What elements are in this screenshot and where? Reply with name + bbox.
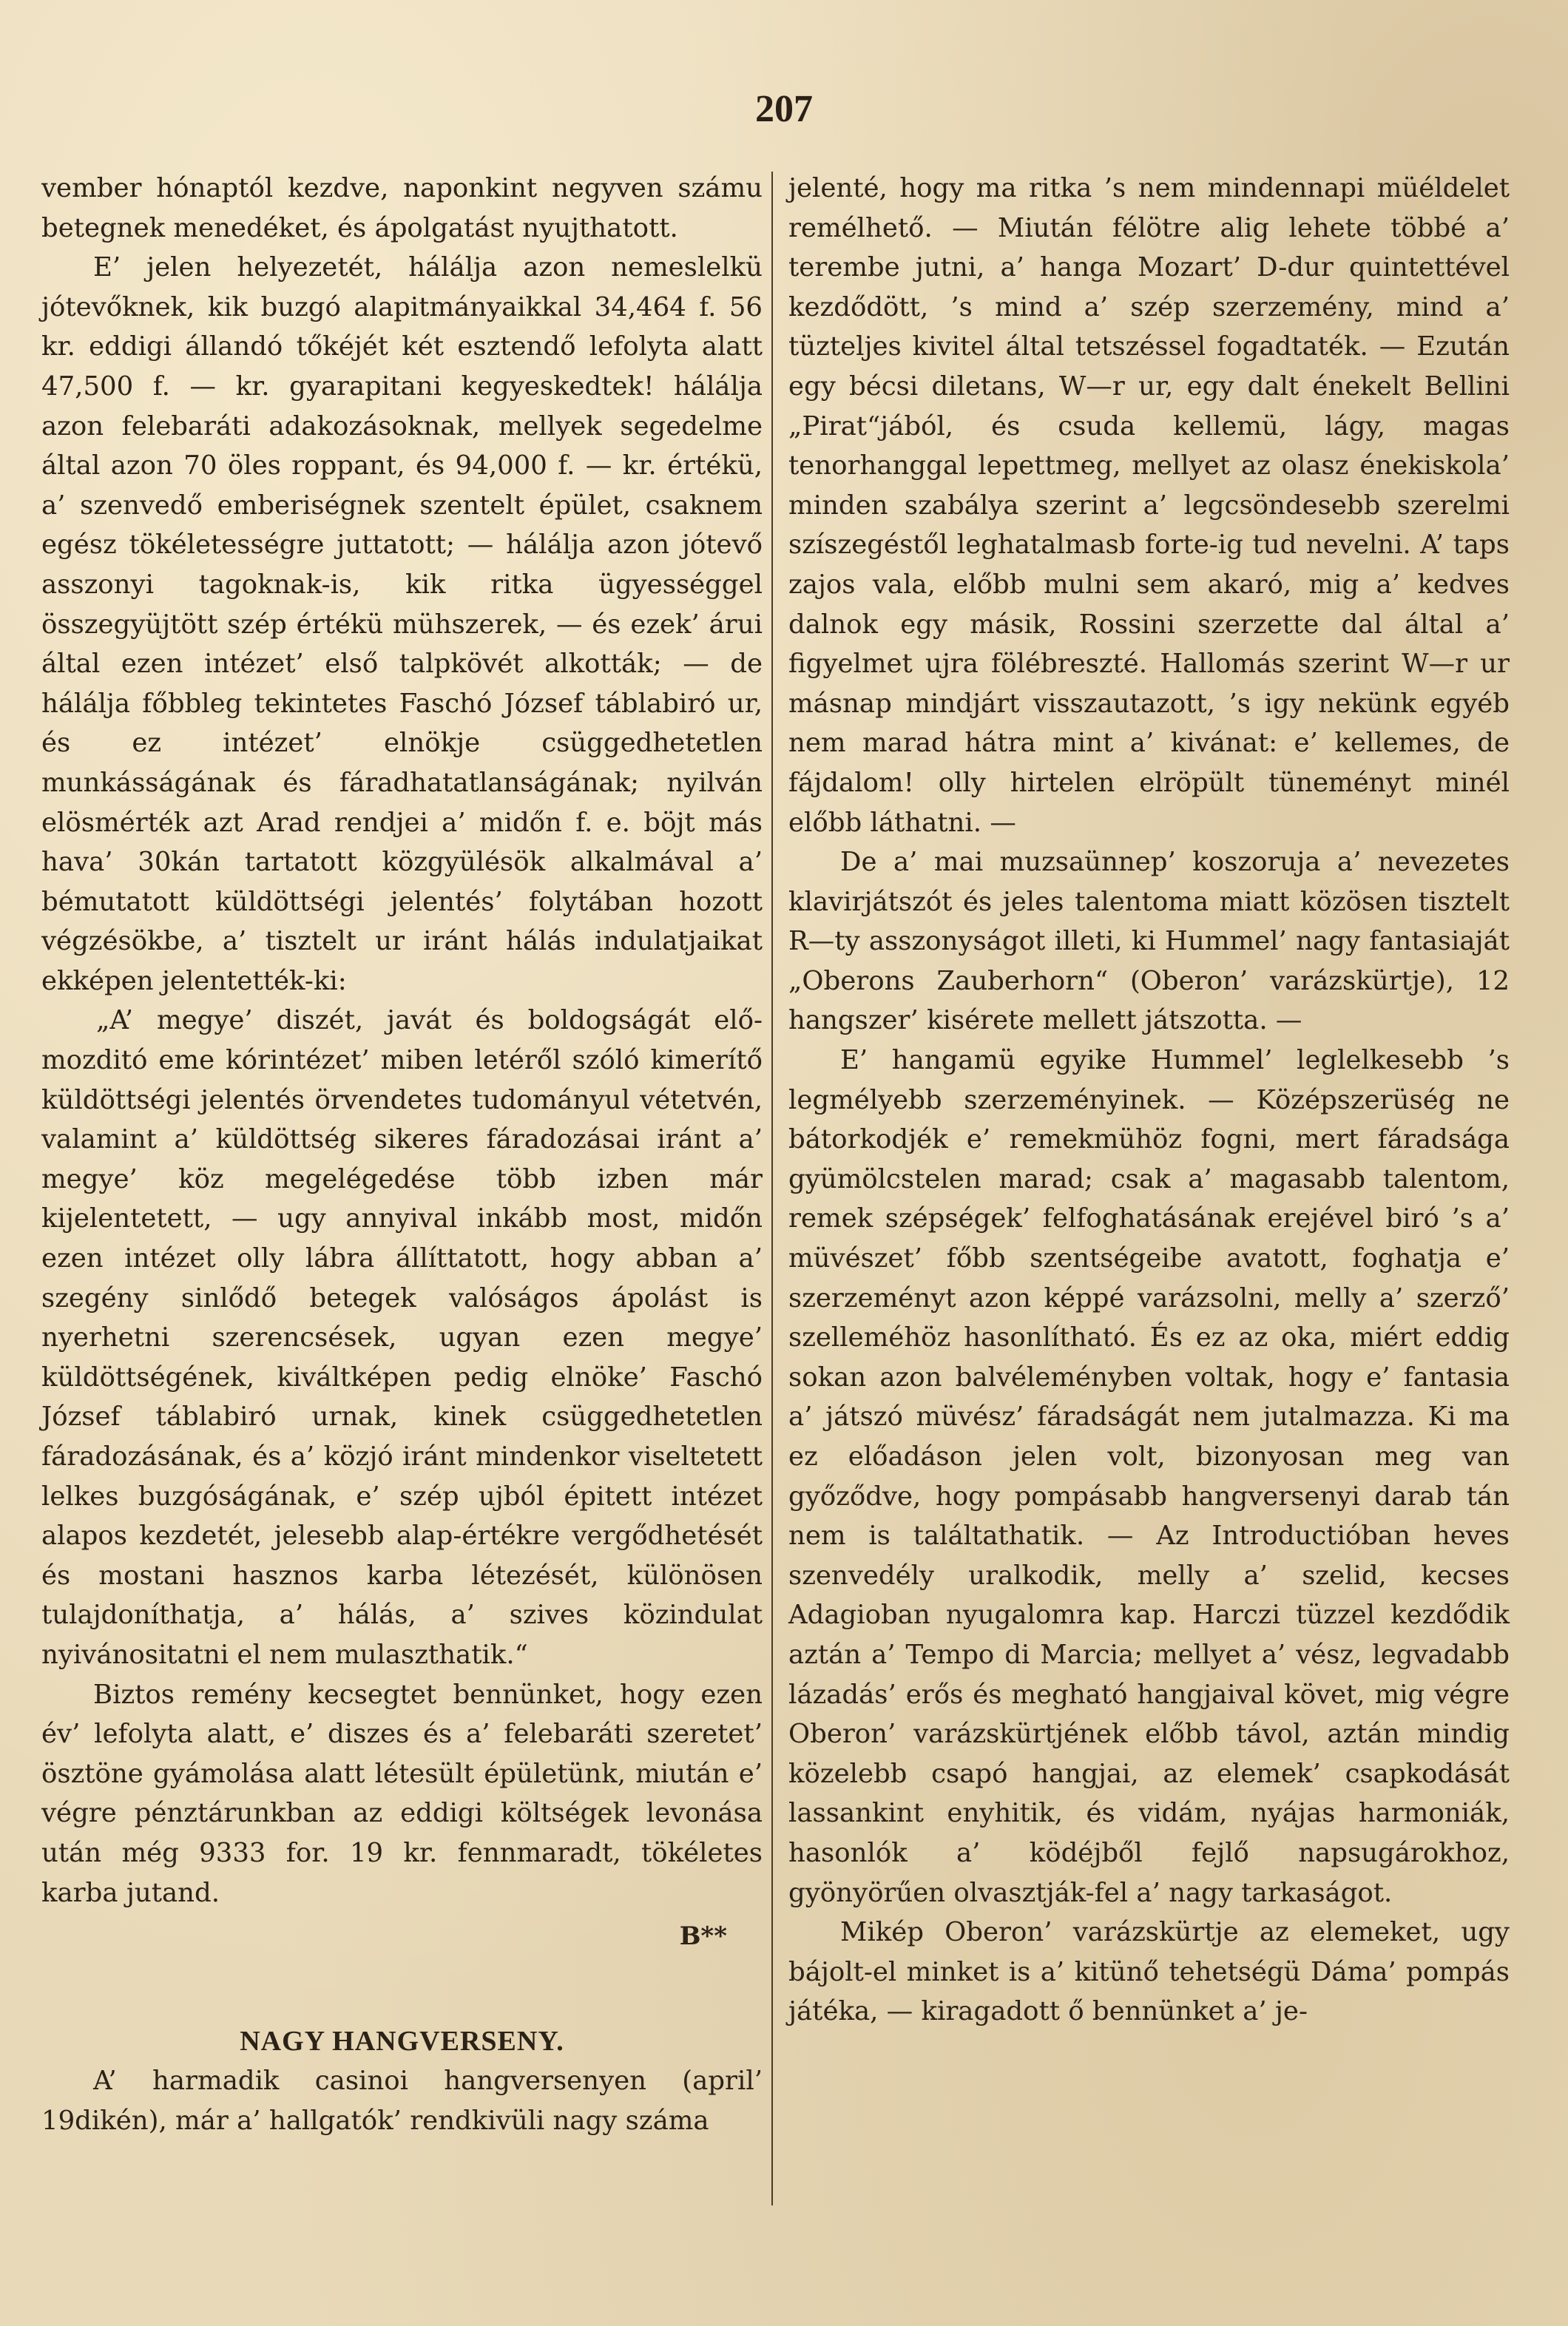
quotation-paragraph: „A’ megye’ diszét, javát és boldogságát előmozditó eme kórintézet’ miben letéről szóló kimerítő küldöttségi jelentés örvendetes tudományul vétetvén, valamint a’ küldöttség sikeres fáradozásai iránt a’ megye’ köz megelégedése több izben már kijelentetett, — ugy annyival inkább most, midőn ezen intézet olly lábra állíttatott, hogy abban a’ szegény sinlődő betegek valóságos ápolást is nyerhetni szerencsések, ugyan ezen megye’ küldöttségének, kiváltképen pedig elnöke’ Faschó József táblabiró urnak, kinek csüggedhetetlen fáradozásának, és a’ közjó iránt mindenkor viseltetett lelkes buzgóságának, e’ szép ujból épitett intézet alapos kezdetét, jelesebb alap-értékre vergődhetését és mostani hasznos karba létezését, különösen tulajdoníthatja, a’ hálás, a’ szives közindulat nyivánositatni el nem mulaszthatik.“: [41, 1005, 763, 1670]
left-column: [41, 169, 763, 2141]
column-divider: [771, 172, 773, 2205]
section-heading: NAGY HANGVERSENY.: [240, 2025, 564, 2057]
paragraph: jelenté, hogy ma ritka ’s nem mindennapi müéldelet remélhető. — Miután félötre alig lehete többé a’ terembe jutni, a’ hanga Mozart’ D-dur quintettével kezdődött, ’s mind a’ szép szerzemény, mind a’ tüzteljes kivitel által tetszéssel fogadtaték. — Ezután egy bécsi diletans, W—r ur, egy dalt énekelt Bellini „Pirat“jából, és csuda kellemü, lágy, magas tenorhanggal lepettmeg, mellyet az olasz énekiskola’ minden szabálya szerint a’ legcsöndesebb szerelmi szíszegéstől leghatalmasb forte-ig tud nevelni. A’ taps zajos vala, előbb mulni sem akaró, mig a’ kedves dalnok egy másik, Rossini szerzette dal által a’ figyelmet ujra fölébreszté. Hallomás szerint W—r ur másnap mindjárt visszautazott, ’s igy nekünk egyéb nem marad hátra mint a’ kivánat: e’ kellemes, de fájdalom! olly hirtelen elröpült tüneményt minél előbb láthatni. —: [788, 173, 1510, 838]
paragraph: Mikép Oberon’ varázskürtje az elemeket, ugy bájolt-el minket is a’ kitünő tehetségü Dáma’ pompás játéka, — kiragadott ő bennünket a’ je-: [788, 1917, 1510, 2027]
paragraph: E’ jelen helyezetét, hálálja azon nemeslelkü jótevőknek, kik buzgó alapitmányaikkal 34,464 f. 56 kr. eddigi állandó tőkéjét két esztendő lefolyta alatt 47,500 f. — kr. gyarapitani kegyeskedtek! hálálja azon felebaráti adakozásoknak, mellyek segedelme által azon 70 öles roppant, és 94,000 f. — kr. értékü, a’ szenvedő emberiségnek szentelt épület, csaknem egész tökéletességre juttatott; — hálálja azon jótevő asszonyi tagoknak-is, kik ritka ügyességgel összegyüjtött szép értékü mühszerek, — és ezek’ árui által ezen intézet’ első talpkövét alkották; — de hálálja főbbleg tekintetes Faschó József táblabiró ur, és ez intézet’ elnökje csüggedhetetlen munkásságának és fáradhatatlanságának; nyilván elösmérték azt Arad rendjei a’ midőn f. e. böjt más hava’ 30kán tartatott közgyülésök alkalmával a’ bémutatott küldöttségi jelentés’ folytában hozott végzésökbe, a’ tisztelt ur iránt hálás indulatjaikat ekképen jelentették-ki:: [41, 252, 763, 996]
paragraph: A’ harmadik casinoi hangversenyen (april’ 19dikén), már a’ hallgatók’ rendkivüli nagy száma: [41, 2066, 763, 2136]
author-signature: B**: [679, 1921, 727, 1952]
right-column: [788, 169, 1510, 2032]
page-number: 207: [755, 88, 813, 130]
paragraph: vember hónaptól kezdve, naponkint negyven számu betegnek menedéket, és ápolgatást nyujthatott.: [41, 173, 763, 243]
paragraph: De a’ mai muzsaünnep’ koszoruja a’ nevezetes klavirjátszót és jeles talentoma miatt közösen tisztelt R—ty asszonyságot illeti, ki Hummel’ nagy fantasiaját „Oberons Zauberhorn“ (Oberon’ varázskürtje), 12 hangszer’ kisérete mellett játszotta. —: [788, 847, 1510, 1036]
paragraph: Biztos remény kecsegtet bennünket, hogy ezen év’ lefolyta alatt, e’ diszes és a’ felebaráti szeretet’ ösztöne gyámolása alatt létesült épületünk, miután e’ végre pénztárunkban az eddigi költségek levonása után még 9333 for. 19 kr. fennmaradt, tökéletes karba jutand.: [41, 1679, 763, 1908]
paragraph: E’ hangamü egyike Hummel’ leglelkesebb ’s legmélyebb szerzeményinek. — Középszerüség ne bátorkodjék e’ remekmühöz fogni, mert fáradsága gyümölcstelen marad; csak a’ magasabb talentom, remek szépségek’ felfoghatásának erejével biró ’s a’ müvészet’ főbb szentségeibe avatott, foghatja e’ szerzeményt azon képpé varázsolni, melly a’ szerző’ szelleméhöz hasonlítható. És ez az oka, miért eddig sokan azon balvéleményben voltak, hogy e’ fantasia a’ játszó müvész’ fáradságát nem jutalmazza. Ki ma ez előadáson jelen volt, bizonyosan meg van győződve, hogy pompásabb hangversenyi darab tán nem is találtathatik. — Az Introductióban heves szenvedély uralkodik, melly a’ szelid, kecses Adagioban nyugalomra kap. Harczi tüzzel kezdődik aztán a’ Tempo di Marcia; mellyet a’ vész, legvadabb lázadás’ erős és megható hangjaival követ, mig végre Oberon’ varázskürtjének előbb távol, aztán mindig közelebb csapó hangjai, az elemek’ csapkodását lassankint enyhitik, és vidám, nyájas harmoniák, hasonlók a’ ködéjből fejlő napsugárokhoz, gyönyörűen olvasztják-fel a’ nagy tarkaságot.: [788, 1045, 1510, 1908]
